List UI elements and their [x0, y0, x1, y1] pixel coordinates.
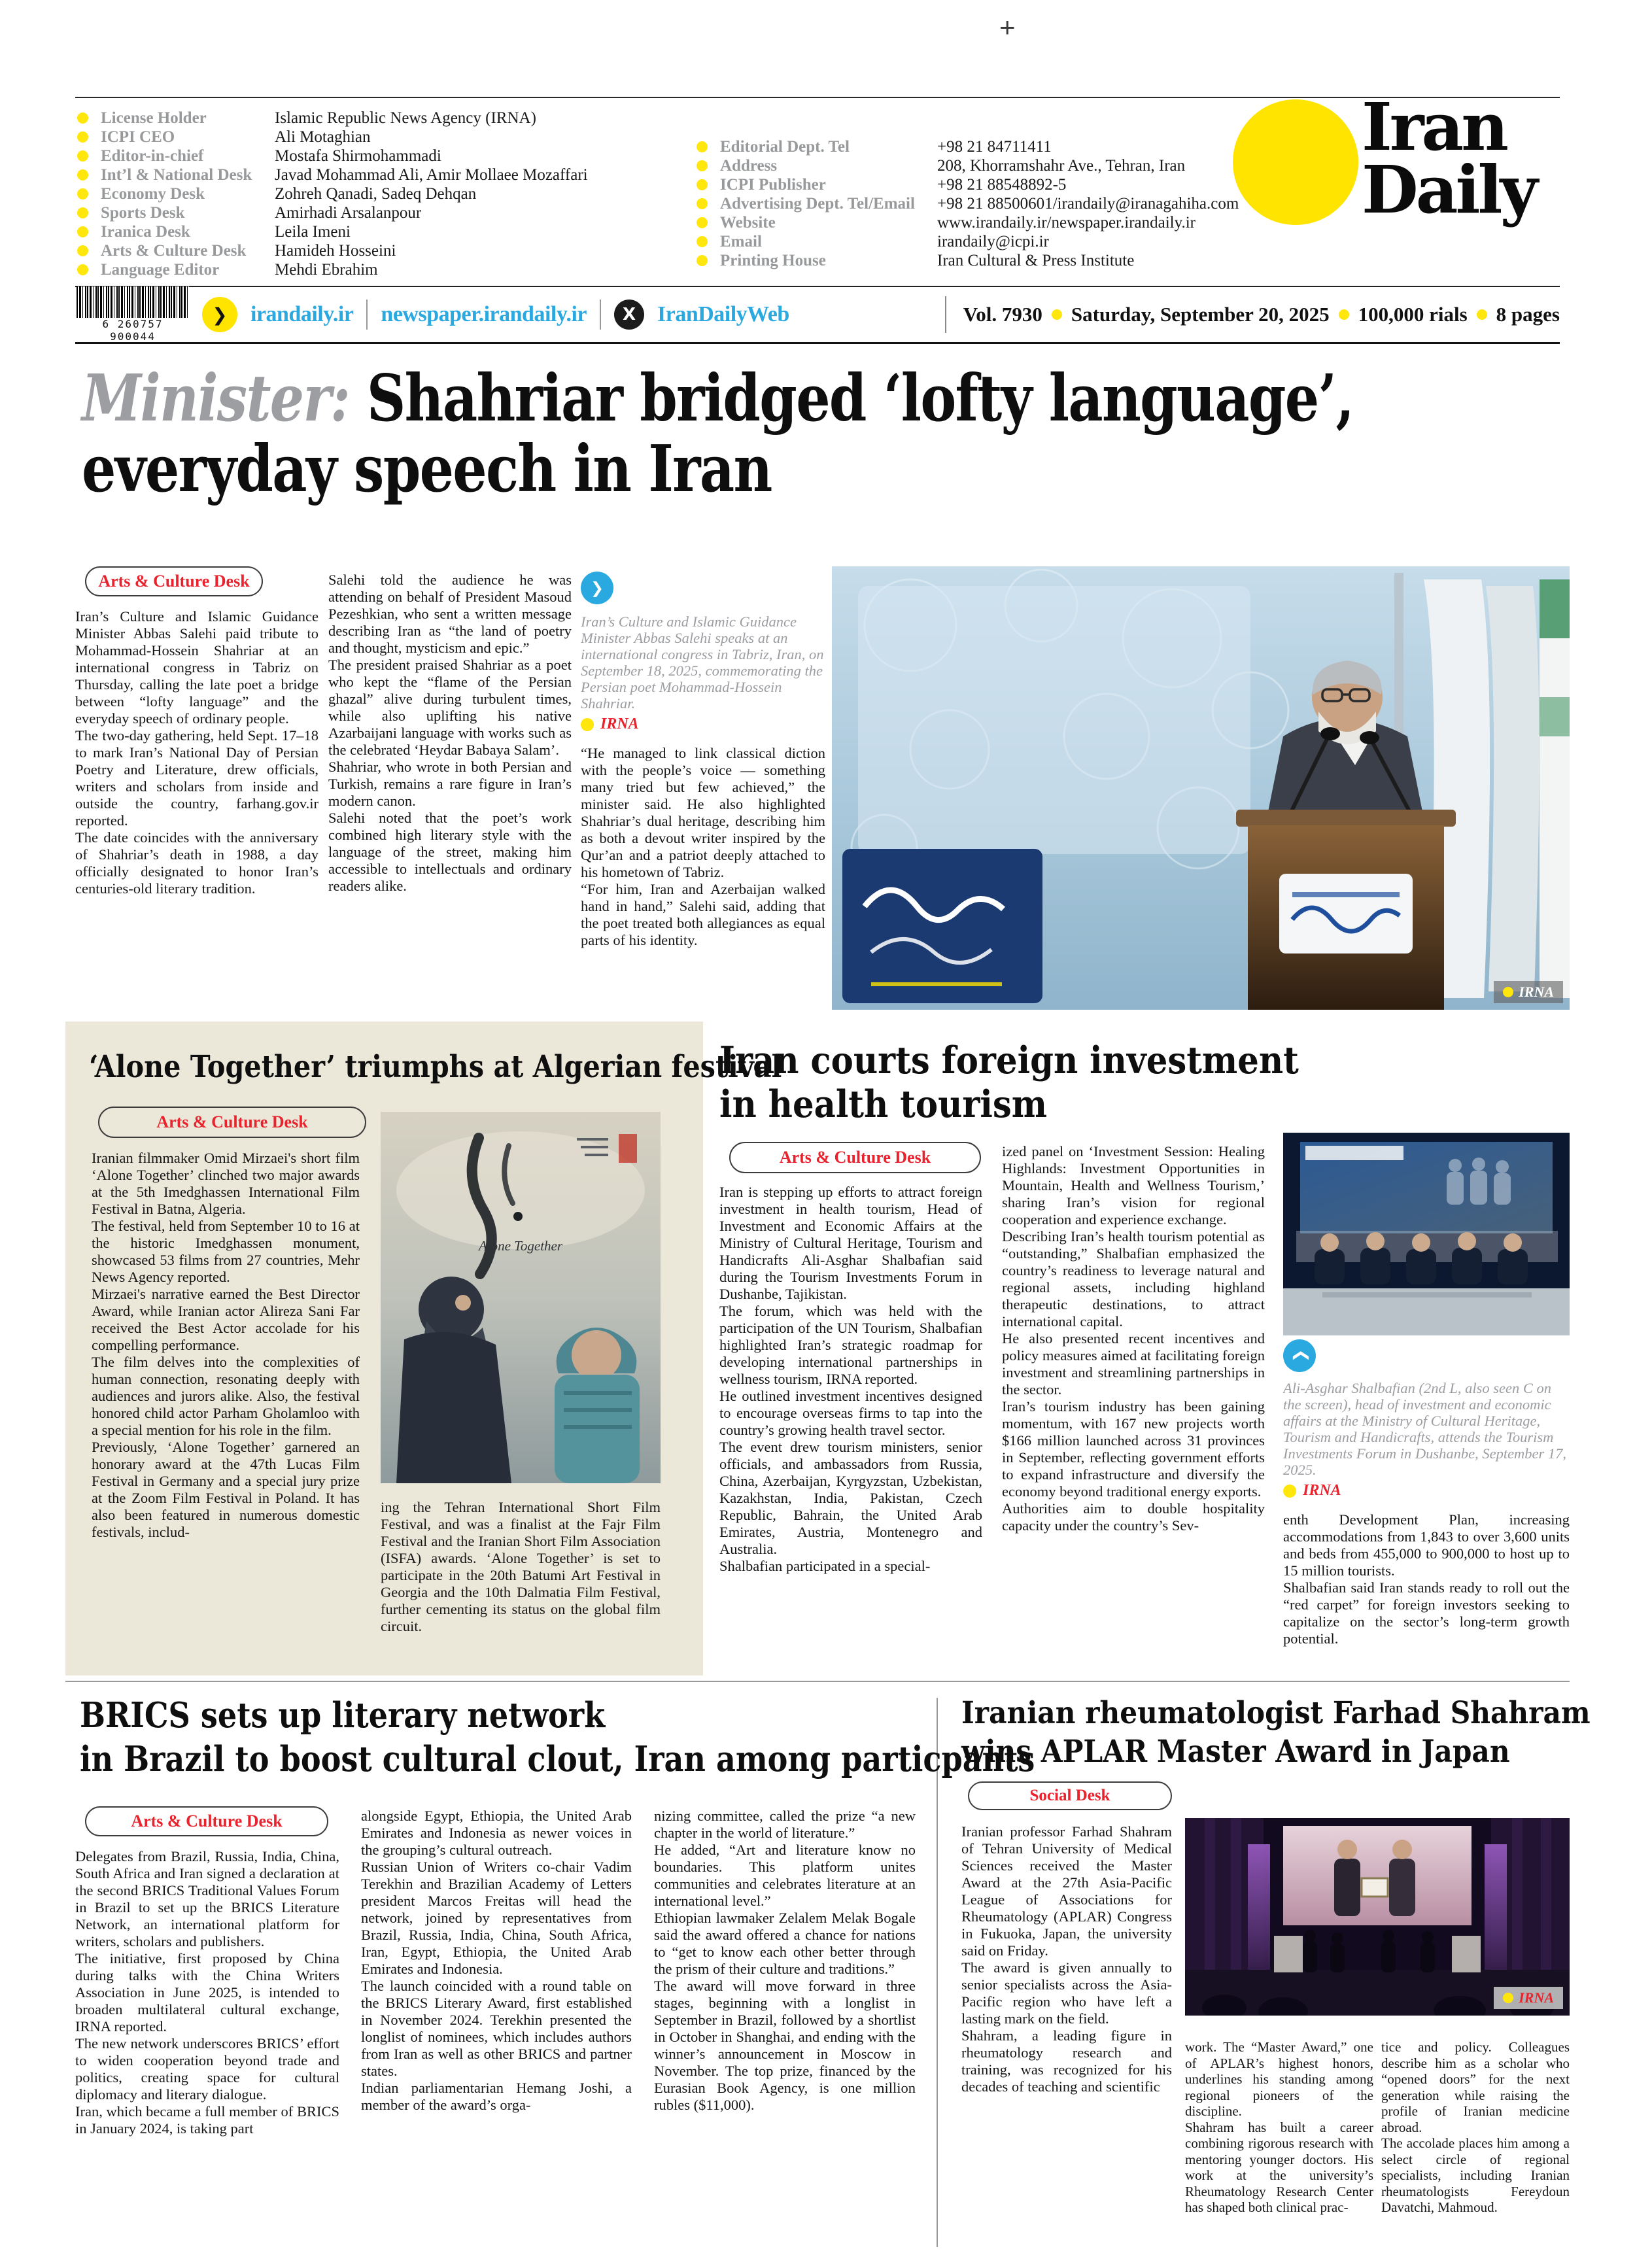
health-caption-credit — [1283, 1482, 1570, 1500]
masthead-value: Javad Mohammad Ali, Amir Mollaee Mozaffari — [275, 165, 588, 184]
alone-column-2: ing the Tehran International Short Film Festival, and was a finalist at the Fajr Film Festival and the Iranian Short Film Association (ISFA) awards. ‘Alone Together’ is set to participate in the 20th Batumi Art Festival in Georgia and the 10th Dalmatia Film Festival, further cementing its status on the global film circuit. — [381, 1499, 661, 1634]
logo-line-2: Daily — [1362, 151, 1536, 228]
masthead-value: www.irandaily.ir/newspaper.irandaily.ir — [937, 213, 1196, 232]
masthead-row — [697, 137, 1239, 156]
masthead-label: ICPI CEO — [101, 128, 175, 146]
separator — [366, 300, 368, 330]
brics-column-2: alongside Egypt, Ethiopia, the United Arab Emirates and Indonesia as newer voices in the grouping’s cultural outreach. Russian Union of Writers co-chair Vadim Terekhin and Brazilian Academy of Letters president Marcos Freitas will head the network, joined by representatives from Brazil, Russia, India, China, South Africa, Iran, Egypt, Ethiopia, the United Arab Emirates and Indonesia. The launch coincided with a round table on the BRICS Literary Award, first established in November 2024. Terekhin presented the longlist of nominees, which includes authors from Iran as well as other BRICS and partner states. Indian parliamentarian Hemang Joshi, a member of the award’s orga- — [361, 1808, 632, 2113]
masthead-row — [697, 232, 1239, 251]
masthead-row — [697, 175, 1239, 194]
masthead-label: ICPI Publisher — [720, 175, 826, 194]
calligraphy-banner — [842, 849, 1042, 1003]
masthead-label: Int’l & National Desk — [101, 165, 252, 184]
bullet-dot-icon — [77, 169, 88, 180]
bullet-dot-icon — [77, 207, 88, 218]
masthead-value: Zohreh Qanadi, Sadeq Dehqan — [275, 184, 477, 203]
poster-illustration — [381, 1112, 661, 1483]
health-column-2: ized panel on ‘Investment Session: Healing Highlands: Investment Opportunities in Mountain, Health and Wellness Tourism,’ sharing Iran’s vision for regional cooperation and experience exchange. Describing Iran’s health tourism potential as “outstanding,” Shalbafian emphasized the country’s readiness to leverage natural and regional assets, including highland therapeutic destinations, to attract international capital. He also presented recent incentives and policy measures aimed at facilitating foreign investment and streamlining partnerships in the sector. Iran’s tourism industry has been gaining momentum, with 167 new projects worth $166 million launched across 31 provinces in September, reflecting government efforts to expand infrastructure and diversify the economy beyond traditional energy exports. Authorities aim to double hospitality capacity under the country’s Sev- — [1002, 1143, 1265, 1534]
bullet-dot-icon — [1052, 309, 1062, 320]
masthead-label: Editorial Dept. Tel — [720, 137, 850, 156]
screen-figures — [1447, 1158, 1511, 1205]
issue-date: Saturday, September 20, 2025 — [1071, 303, 1330, 326]
desk-tag-social: Social Desk — [968, 1781, 1172, 1810]
podium — [1236, 810, 1456, 1010]
bullet-dot-icon — [697, 198, 708, 209]
masthead-row — [77, 165, 613, 184]
masthead-contact-list — [697, 137, 1239, 270]
photo-credit-overlay — [1494, 1987, 1563, 2009]
bullet-dot-icon — [697, 179, 708, 190]
brics-column-1: Delegates from Brazil, Russia, India, China, South Africa and Iran signed a declaration at the second BRICS Traditional Values Forum in Brazil to set up the BRICS Literature Network, an international platform for writers, scholars and publishers. The initiative, first proposed by China during talks with the China Writers Association in June 2025, is intended to broaden multilateral cultural exchange, IRNA reported. The new network underscores BRICS’ effort to widen cooperation beyond trade and politics, creating space for cultural diplomacy and literary dialogue. Iran, which became a full member of BRICS in January 2024, is taking part — [75, 1848, 339, 2137]
lead-headline — [82, 361, 1354, 507]
masthead-value: Leila Imeni — [275, 222, 351, 241]
lead-column-1: Iran’s Culture and Islamic Guidance Minister Abbas Salehi paid tribute to Mohammad-Hossein Shahriar at an international congress in Tabriz on Thursday, calling the late poet a bridge between “lofty language” and the everyday speech of ordinary people. The two-day gathering, held Sept. 17–18 to mark Iran’s National Day of Persian Poetry and Literature, drew officials, writers and scholars from inside and outside the country, farhang.gov.ir reported. The date coincides with the anniversary of Shahriar’s death in 1988, a day officially designated to honor Iran’s centuries-old literary tradition. — [75, 608, 318, 897]
bullet-dot-icon — [77, 188, 88, 199]
newspaper-site-link[interactable]: newspaper.irandaily.ir — [381, 302, 587, 326]
masthead-row — [697, 194, 1239, 213]
poster-title-text: Alone Together — [478, 1238, 563, 1254]
masthead-value: irandaily@icpi.ir — [937, 232, 1049, 250]
award-photo-illustration — [1185, 1818, 1570, 2016]
infobar-left — [75, 286, 789, 343]
forum-photo-illustration — [1283, 1133, 1570, 1335]
x-social-icon[interactable]: X — [614, 300, 644, 330]
bullet-dot-icon — [697, 141, 708, 152]
chevron-glyph: ❯ — [1290, 1349, 1309, 1363]
barcode-bars-icon — [77, 286, 189, 318]
masthead-label: Email — [720, 232, 762, 250]
masthead-label: License Holder — [101, 109, 207, 127]
bullet-dot-icon — [1503, 987, 1513, 997]
masthead-label: Language Editor — [101, 260, 220, 279]
masthead-row — [697, 251, 1239, 270]
desk-tag-health: Arts & Culture Desk — [729, 1142, 981, 1173]
credit-agency: IRNA — [1519, 984, 1554, 1000]
barcode — [77, 286, 189, 343]
health-headline-line1: Iran courts foreign investment — [719, 1039, 1299, 1082]
health-headline — [719, 1039, 1299, 1126]
chevron-right-icon — [581, 572, 613, 604]
desk-tag-alone: Arts & Culture Desk — [98, 1107, 366, 1138]
health-headline-line2: in health tourism — [719, 1082, 1048, 1126]
bullet-dot-icon — [1477, 309, 1487, 320]
chevron-glyph: ❯ — [590, 579, 604, 597]
newspaper-logo — [1362, 88, 1536, 228]
bullet-dot-icon — [77, 264, 88, 275]
plus-mark: + — [999, 12, 1016, 43]
social-handle-link[interactable]: IranDailyWeb — [657, 302, 789, 326]
masthead-label: Printing House — [720, 251, 826, 269]
aplar-column-3: tice and policy. Colleagues describe him as a scholar who “opened doors” for the next generation while raising the profile of Iranian medicine abroad. The accolade places him among a select circle of regional specialists, including Iranian rheumatologists Fereydoun Davatchi, Mahmoud. — [1381, 2039, 1570, 2215]
masthead-value: +98 21 88548892-5 — [937, 175, 1067, 194]
big-screen — [1283, 1826, 1472, 1925]
masthead-staff-list — [77, 109, 613, 279]
chevron-right-icon: ❯ — [202, 297, 237, 332]
masthead-row — [77, 109, 613, 128]
masthead-label: Address — [720, 156, 778, 175]
masthead-label: Editor-in-chief — [101, 146, 204, 165]
masthead-label: Website — [720, 213, 776, 232]
credit-agency: IRNA — [1303, 1482, 1341, 1499]
masthead-row — [77, 260, 613, 279]
masthead-row — [77, 128, 613, 146]
masthead-row — [77, 184, 613, 203]
brics-headline — [80, 1694, 1035, 1781]
issue-info-bar — [75, 286, 1560, 344]
bullet-dot-icon — [1339, 309, 1349, 320]
bullet-dot-icon — [697, 255, 708, 266]
lead-headline-text: Shahriar bridged ‘lofty language’, — [349, 361, 1354, 436]
barcode-number: 6 260757 900044 — [102, 318, 164, 343]
volume-number: Vol. 7930 — [963, 303, 1042, 326]
lead-caption-credit — [581, 715, 825, 733]
lead-headline-line1 — [82, 361, 1354, 436]
separator — [600, 300, 601, 330]
aplar-headline-line2: wins APLAR Master Award in Japan — [961, 1734, 1510, 1770]
masthead-value: Mostafa Shirmohammadi — [275, 146, 441, 165]
alone-headline: ‘Alone Together’ triumphs at Algerian festival — [89, 1049, 782, 1085]
aplar-column-2: work. The “Master Award,” one of APLAR’s highest honors, underlines his standing among regional pioneers of the discipline. Shahram has built a career combining rigorous research with mentoring younger doctors. His work at the university’s Rheumatology Research Center has shaped both clinical prac- — [1185, 2039, 1373, 2215]
alone-movie-poster — [381, 1112, 661, 1483]
chevron-up-icon — [1283, 1339, 1316, 1372]
lead-kicker: Minister: — [82, 361, 349, 436]
top-rule — [75, 97, 1560, 98]
page-count: 8 pages — [1496, 303, 1560, 326]
health-column-1: Iran is stepping up efforts to attract foreign investment in health tourism, Head of Investment and Economic Affairs at the Ministry of Cultural Heritage, Tourism and Handicrafts Ali-Asghar Shalbafian said during the Tourism Investments Forum in Dushanbe, Tajikistan. The forum, which was held with the participation of the UN Tourism, Shalbafian highlighted Iran’s strategic roadmap for developing international partnerships in wellness tourism, IRNA reported. He outlined investment incentives designed to encourage overseas firms to tap into the country’s growing health travel sector. The event drew tourism ministers, senior officials, and ambassadors from Russia, China, Azerbaijan, Kyrgyzstan, Uzbekistan, Kazakhstan, India, Pakistan, Czech Republic, Bahrain, the United Arab Emirates, Austria, Montenegro and Australia. Shalbafian participated in a special- — [719, 1184, 982, 1574]
bullet-dot-icon — [77, 150, 88, 162]
desk-tag-brics: Arts & Culture Desk — [85, 1806, 328, 1836]
aplar-headline-line1: Iranian rheumatologist Farhad Shahram — [961, 1695, 1591, 1731]
credit-agency: IRNA — [600, 715, 639, 732]
bullet-dot-icon — [1283, 1485, 1296, 1498]
lead-headline-line2: everyday speech in Iran — [82, 432, 772, 507]
website-link[interactable]: irandaily.ir — [250, 302, 354, 326]
lead-photo-minister-podium — [832, 566, 1570, 1010]
minister-photo-illustration — [832, 566, 1570, 1010]
masthead-label: Economy Desk — [101, 184, 205, 203]
masthead-row — [77, 146, 613, 165]
horizontal-divider — [65, 1681, 1570, 1682]
child-figure — [555, 1328, 640, 1483]
brics-headline-line2: in Brazil to boost cultural clout, Iran among particpants — [80, 1739, 1035, 1779]
photo-credit-overlay — [1494, 981, 1563, 1003]
lead-column-3-text: “He managed to link classical diction with the people’s voice — something many tried but few achieved,” the minister said. He also highlighted Shahriar’s dual heritage, describing him as both a devout writer inspired by the Qur’an and a patriot deeply attached to his hometown of Tabriz. “For him, Iran and Azerbaijan walked hand in hand,” Salehi said, adding that the poet treated both allegiances as equal parts of his identity. — [581, 745, 825, 948]
desk-tag-lead: Arts & Culture Desk — [85, 566, 263, 596]
masthead-value: +98 21 88500601/irandaily@iranagahiha.com — [937, 194, 1239, 213]
masthead-label: Arts & Culture Desk — [101, 241, 247, 260]
masthead-value: +98 21 84711411 — [937, 137, 1052, 156]
aplar-award-photo — [1185, 1818, 1570, 2016]
alone-column-1: Iranian filmmaker Omid Mirzaei's short film ‘Alone Together’ clinched two major awards at the 5th Imedghassen International Film Festival in Batna, Algeria. The festival, held from September 10 to 16 at the historic Imedghassen monument, showcased 53 films from 27 countries, Mehr News Agency reported. Mirzaei's narrative earned the Best Director Award, while Iranian actor Alireza Sani Far received the Best Actor accolade for his compelling performance. The film delves into the complexities of human connection, resonating deeply with audiences and jurors alike. Also, the festival honored child actor Parham Gholamloo with a special mention for his role in the film. Previously, ‘Alone Together’ garnered an honorary award at the 47th Lucas Film Festival in Germany and a special jury prize at the Zoom Film Festival in Poland. It has also been featured in numerous domestic festivals, includ- — [92, 1150, 360, 1540]
aplar-headline — [961, 1694, 1591, 1771]
issue-meta — [945, 296, 1560, 333]
bullet-dot-icon — [697, 236, 708, 247]
bullet-dot-icon — [77, 131, 88, 143]
health-column-3-text: enth Development Plan, increasing accommodations from 1,843 to over 3,600 units and beds from 455,000 to 900,000 to host up to 15 million tourists. Shalbafian said Iran stands ready to roll out the “red carpet” for foreign investors seeking to capitalize on the sector’s long-term growth potential. — [1283, 1511, 1570, 1647]
masthead-row — [77, 222, 613, 241]
bullet-dot-icon — [697, 217, 708, 228]
bullet-dot-icon — [77, 245, 88, 256]
masthead-label: Advertising Dept. Tel/Email — [720, 194, 915, 213]
brics-column-3: nizing committee, called the prize “a new chapter in the world of literature.” He added, “Art and literature know no boundaries. This platform unites communities and celebrates literature at an international level.” Ethiopian lawmaker Zelalem Melak Bogale said the award offered a chance for nations to “get to know each other better through the prism of their culture and traditions.” The award will move forward in three stages, beginning with a longlist in September in Brazil, followed by a shortlist in October in Shanghai, and ending with the winner’s announcement in Moscow in November. The top prize, financed by the Eurasian Book Agency, is one million rubles ($11,000). — [654, 1808, 916, 2113]
masthead-value: Mehdi Ebrahim — [275, 260, 378, 279]
issue-price: 100,000 rials — [1358, 303, 1468, 326]
credit-agency: IRNA — [1519, 1989, 1554, 2006]
health-column-3 — [1283, 1339, 1570, 1670]
bullet-dot-icon — [1503, 1993, 1513, 2003]
mural-panel — [858, 586, 1250, 854]
masthead-row — [697, 156, 1239, 175]
masthead-value: Ali Motaghian — [275, 128, 371, 146]
bullet-dot-icon — [581, 718, 594, 731]
masthead-value: Hamideh Hosseini — [275, 241, 396, 260]
lead-photo-caption: Iran’s Culture and Islamic Guidance Minister Abbas Salehi speaks at an international congress in Tabriz, Iran, on September 18, 2025, commemorating the Persian poet Mohammad-Hossein Shahriar. — [581, 613, 824, 712]
masthead-label: Sports Desk — [101, 203, 185, 222]
logo-yellow-circle — [1233, 99, 1358, 225]
lead-column-2: Salehi told the audience he was attending on behalf of President Masoud Pezeshkian, who sent a written message describing Iran as “the land of poetry and thought, mysticism and epic.” The president praised Shahriar as a poet who kept the “flame of the Persian ghazal” alive during turbulent times, while also uplifting his native Azarbaijani language with works such as the celebrated ‘Heydar Babaya Salam’. Shahriar, who wrote in both Persian and Turkish, remains a rare figure in Iran’s modern canon. Salehi noted that the poet’s work combined high literary style with the language of the street, making him accessible to intellectuals and ordinary readers alike. — [328, 572, 572, 894]
masthead-value: Amirhadi Arsalanpour — [275, 203, 422, 222]
bullet-dot-icon — [697, 160, 708, 171]
masthead-value: Iran Cultural & Press Institute — [937, 251, 1135, 269]
masthead-value: Islamic Republic News Agency (IRNA) — [275, 109, 536, 127]
aplar-column-1: Iranian professor Farhad Shahram of Tehran University of Medical Sciences received the Master Award at the 27th Asia-Pacific League of Associations for Rheumatology (APLAR) Congress in Fukuoka, Japan, the university said on Friday. The award is given annually to senior specialists across the Asia-Pacific region who have left a lasting mark on the field. Shahram, a leading figure in rheumatology research and training, was recognized for his decades of teaching and scientific — [961, 1823, 1172, 2095]
masthead-row — [77, 241, 613, 260]
bullet-dot-icon — [77, 112, 88, 124]
masthead-label: Iranica Desk — [101, 222, 190, 241]
brics-headline-line1: BRICS sets up literary network — [80, 1695, 606, 1736]
masthead-row — [77, 203, 613, 222]
health-photo-caption: Ali-Asghar Shalbafian (2nd L, also seen C on the screen), head of investment and economic affairs at the Ministry of Cultural Heritage, Tourism and Handicrafts, attends the Tourism Investments Forum in Dushanbe, September 17, 2025. — [1283, 1380, 1567, 1478]
logo-line-1: Iran — [1362, 88, 1506, 165]
masthead-row — [697, 213, 1239, 232]
bullet-dot-icon — [77, 226, 88, 237]
lead-column-3 — [581, 572, 825, 1019]
masthead-value: 208, Khorramshahr Ave., Tehran, Iran — [937, 156, 1186, 175]
health-forum-photo — [1283, 1133, 1570, 1335]
